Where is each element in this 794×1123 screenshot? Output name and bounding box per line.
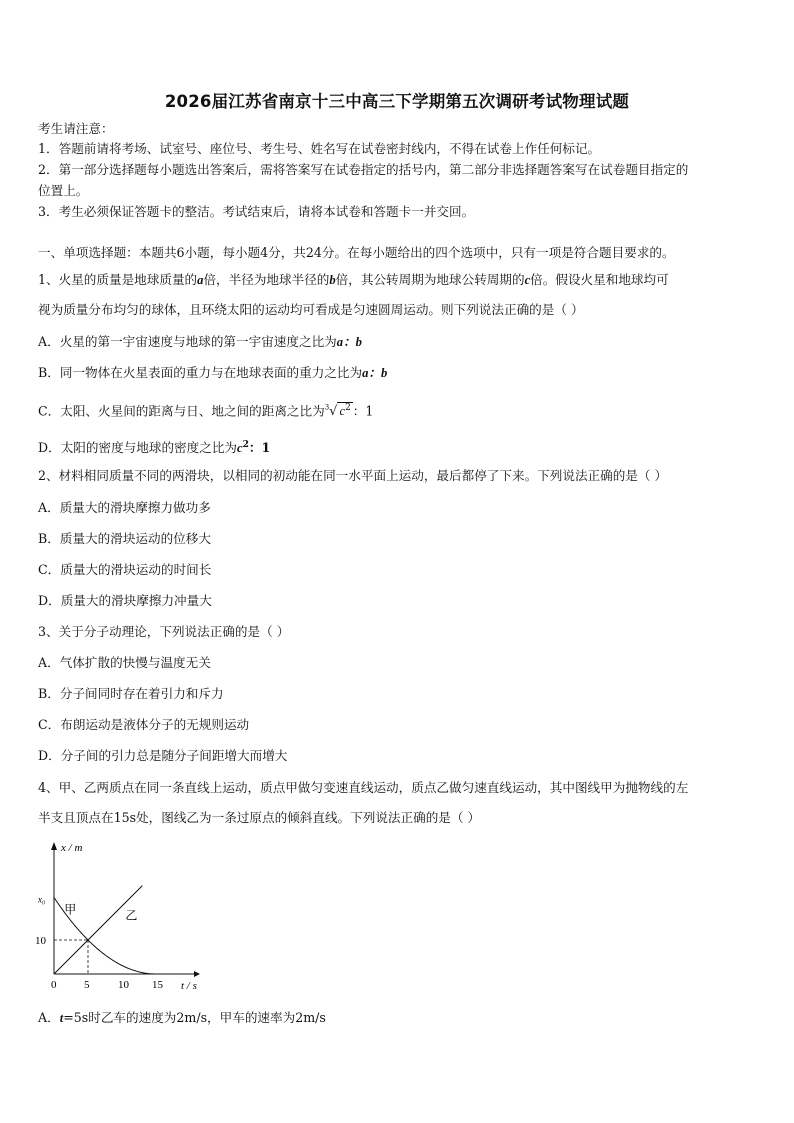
q3-option-b: B．分子间同时存在着引力和斥力 — [38, 686, 224, 701]
q2-option-a: A．质量大的滑块摩擦力做功多 — [38, 500, 211, 515]
q2-option-b: B．质量大的滑块运动的位移大 — [38, 531, 211, 546]
y-axis-label: x / m — [61, 842, 83, 854]
x-tick-label: 5 — [84, 979, 90, 991]
notice-item-2: 2．第一部分选择题每小题选出答案后，需将答案写在试卷指定的括号内，第二部分非选择题答案写在试卷题目指定的 — [38, 162, 689, 177]
y-axis-arrow — [51, 842, 57, 850]
notice-item-1: 1．答题前请将考场、试室号、座位号、考生号、姓名写在试卷密封线内，不得在试卷上作任何标记。 — [38, 141, 601, 156]
notice-item-3: 3．考生必须保证答题卡的整洁。考试结束后，请将本试卷和答题卡一并交回。 — [38, 204, 475, 219]
page-title: 2026届江苏省南京十三中高三下学期第五次调研考试物理试题 — [164, 92, 630, 111]
x0-label: x₀ — [38, 894, 46, 905]
x-tick-label: 10 — [118, 979, 129, 991]
notice-item-2-cont: 位置上。 — [38, 183, 89, 198]
q2-stem: 2、材料相同质量不同的两滑块，以相同的初动能在同一水平面上运动，最后都停了下来。下列说法正确的是（ ） — [38, 468, 668, 483]
section-heading: 一、单项选择题：本题共6小题，每小题4分，共24分。在每小题给出的四个选项中，只有一项是符合题目要求的。 — [38, 245, 675, 260]
x-tick-label: 15 — [152, 979, 163, 991]
series-jia-label: 甲 — [64, 902, 77, 917]
q1-stem-line2: 视为质量分布均匀的球体，且环绕太阳的运动均可看成是匀速圆周运动。则下列说法正确的是（ ） — [38, 302, 584, 317]
q4-stem-line2: 半支且顶点在15s处，图线乙为一条过原点的倾斜直线。下列说法正确的是（ ） — [38, 810, 481, 825]
q3-option-c: C．布朗运动是液体分子的无规则运动 — [38, 717, 250, 732]
q1-option-c: C．太阳、火星间的距离与日、地之间的距离之比为$^3$√ $c^2$ ：1 — [38, 403, 374, 420]
notice-heading: 考生请注意： — [38, 121, 114, 136]
q1-option-b: B．同一物体在火星表面的重力与在地球表面的重力之比为a：b — [38, 365, 388, 380]
q1-stem-line1: 1、火星的质量是地球质量的a倍，半径为地球半径的b倍，其公转周期为地球公转周期的c倍。假设火星和地球均可 — [38, 272, 669, 287]
x-axis-arrow — [194, 971, 200, 977]
cube-root-symbol: $^3$√ — [324, 404, 338, 420]
x-axis-label: t / s — [181, 980, 197, 992]
xt-graph — [34, 836, 214, 996]
series-yi-label: 乙 — [125, 908, 138, 923]
series-yi-line — [54, 886, 142, 974]
q4-option-a: A．t=5s时乙车的速度为2m/s，甲车的速率为2m/s — [38, 1010, 326, 1025]
y-tick-label: 10 — [35, 935, 46, 947]
q3-option-a: A．气体扩散的快慢与温度无关 — [38, 655, 211, 670]
q1-option-d: D．太阳的密度与地球的密度之比为$c^2$：1 — [38, 440, 271, 456]
q3-option-d: D．分子间的引力总是随分子间距增大而增大 — [38, 748, 288, 763]
x-tick-label: 0 — [51, 979, 57, 991]
q3-stem: 3、关于分子动理论，下列说法正确的是（ ） — [38, 624, 290, 639]
q1-option-a: A．火星的第一宇宙速度与地球的第一宇宙速度之比为a：b — [38, 334, 362, 349]
q4-stem-line1: 4、甲、乙两质点在同一条直线上运动，质点甲做匀变速直线运动，质点乙做匀速直线运动，其中图线甲为抛物线的左 — [38, 780, 689, 795]
q2-option-d: D．质量大的滑块摩擦力冲量大 — [38, 593, 212, 608]
q2-option-c: C．质量大的滑块运动的时间长 — [38, 562, 212, 577]
